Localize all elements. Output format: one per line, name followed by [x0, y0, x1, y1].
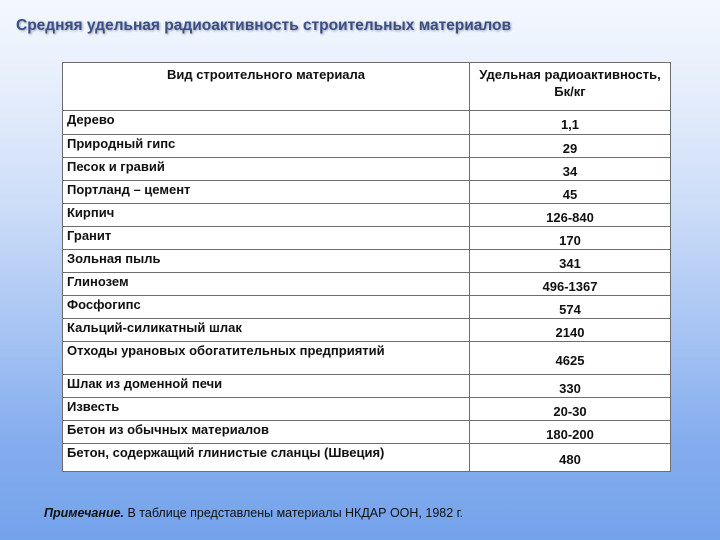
cell-activity: 496-1367 [470, 273, 671, 296]
radioactivity-table [62, 62, 671, 472]
table-row [63, 319, 671, 342]
cell-material: Бетон, содержащий глинистые сланцы (Швеция) [63, 444, 470, 472]
cell-material: Отходы урановых обогатительных предприятий [63, 342, 470, 375]
cell-activity: 45 [470, 181, 671, 204]
cell-activity: 1,1 [470, 111, 671, 135]
table-row [63, 111, 671, 135]
header-activity: Удельная радиоактивность, Бк/кг [470, 63, 671, 111]
cell-activity: 330 [470, 375, 671, 398]
cell-activity: 34 [470, 158, 671, 181]
footnote-label: Примечание. [44, 506, 124, 520]
table-row [63, 204, 671, 227]
cell-material: Природный гипс [63, 135, 470, 158]
table-row [63, 342, 671, 375]
cell-material: Дерево [63, 111, 470, 135]
table-row [63, 375, 671, 398]
table-row [63, 421, 671, 444]
cell-material: Шлак из доменной печи [63, 375, 470, 398]
table-row [63, 227, 671, 250]
table-header-row [63, 63, 671, 111]
cell-activity: 126-840 [470, 204, 671, 227]
table-row [63, 398, 671, 421]
cell-material: Глинозем [63, 273, 470, 296]
cell-activity: 341 [470, 250, 671, 273]
table-body [63, 111, 671, 472]
table-row [63, 273, 671, 296]
cell-activity: 574 [470, 296, 671, 319]
table-row [63, 135, 671, 158]
table-row [63, 181, 671, 204]
table-row [63, 250, 671, 273]
table-row [63, 444, 671, 472]
cell-activity: 170 [470, 227, 671, 250]
header-material: Вид строительного материала [63, 63, 470, 111]
cell-material: Песок и гравий [63, 158, 470, 181]
cell-activity: 20-30 [470, 398, 671, 421]
table-row [63, 158, 671, 181]
cell-activity: 29 [470, 135, 671, 158]
cell-material: Портланд – цемент [63, 181, 470, 204]
cell-material: Известь [63, 398, 470, 421]
footnote-text: В таблице представлены материалы НКДАР ООН, 1982 г. [124, 506, 464, 520]
cell-material: Гранит [63, 227, 470, 250]
cell-activity: 180-200 [470, 421, 671, 444]
cell-activity: 2140 [470, 319, 671, 342]
cell-material: Кальций-силикатный шлак [63, 319, 470, 342]
cell-activity: 4625 [470, 342, 671, 375]
cell-material: Фосфогипс [63, 296, 470, 319]
slide-title: Средняя удельная радиоактивность строительных материалов [16, 17, 512, 34]
cell-material: Бетон из обычных материалов [63, 421, 470, 444]
cell-material: Кирпич [63, 204, 470, 227]
table-row [63, 296, 671, 319]
cell-activity: 480 [470, 444, 671, 472]
footnote [44, 506, 463, 520]
cell-material: Зольная пыль [63, 250, 470, 273]
